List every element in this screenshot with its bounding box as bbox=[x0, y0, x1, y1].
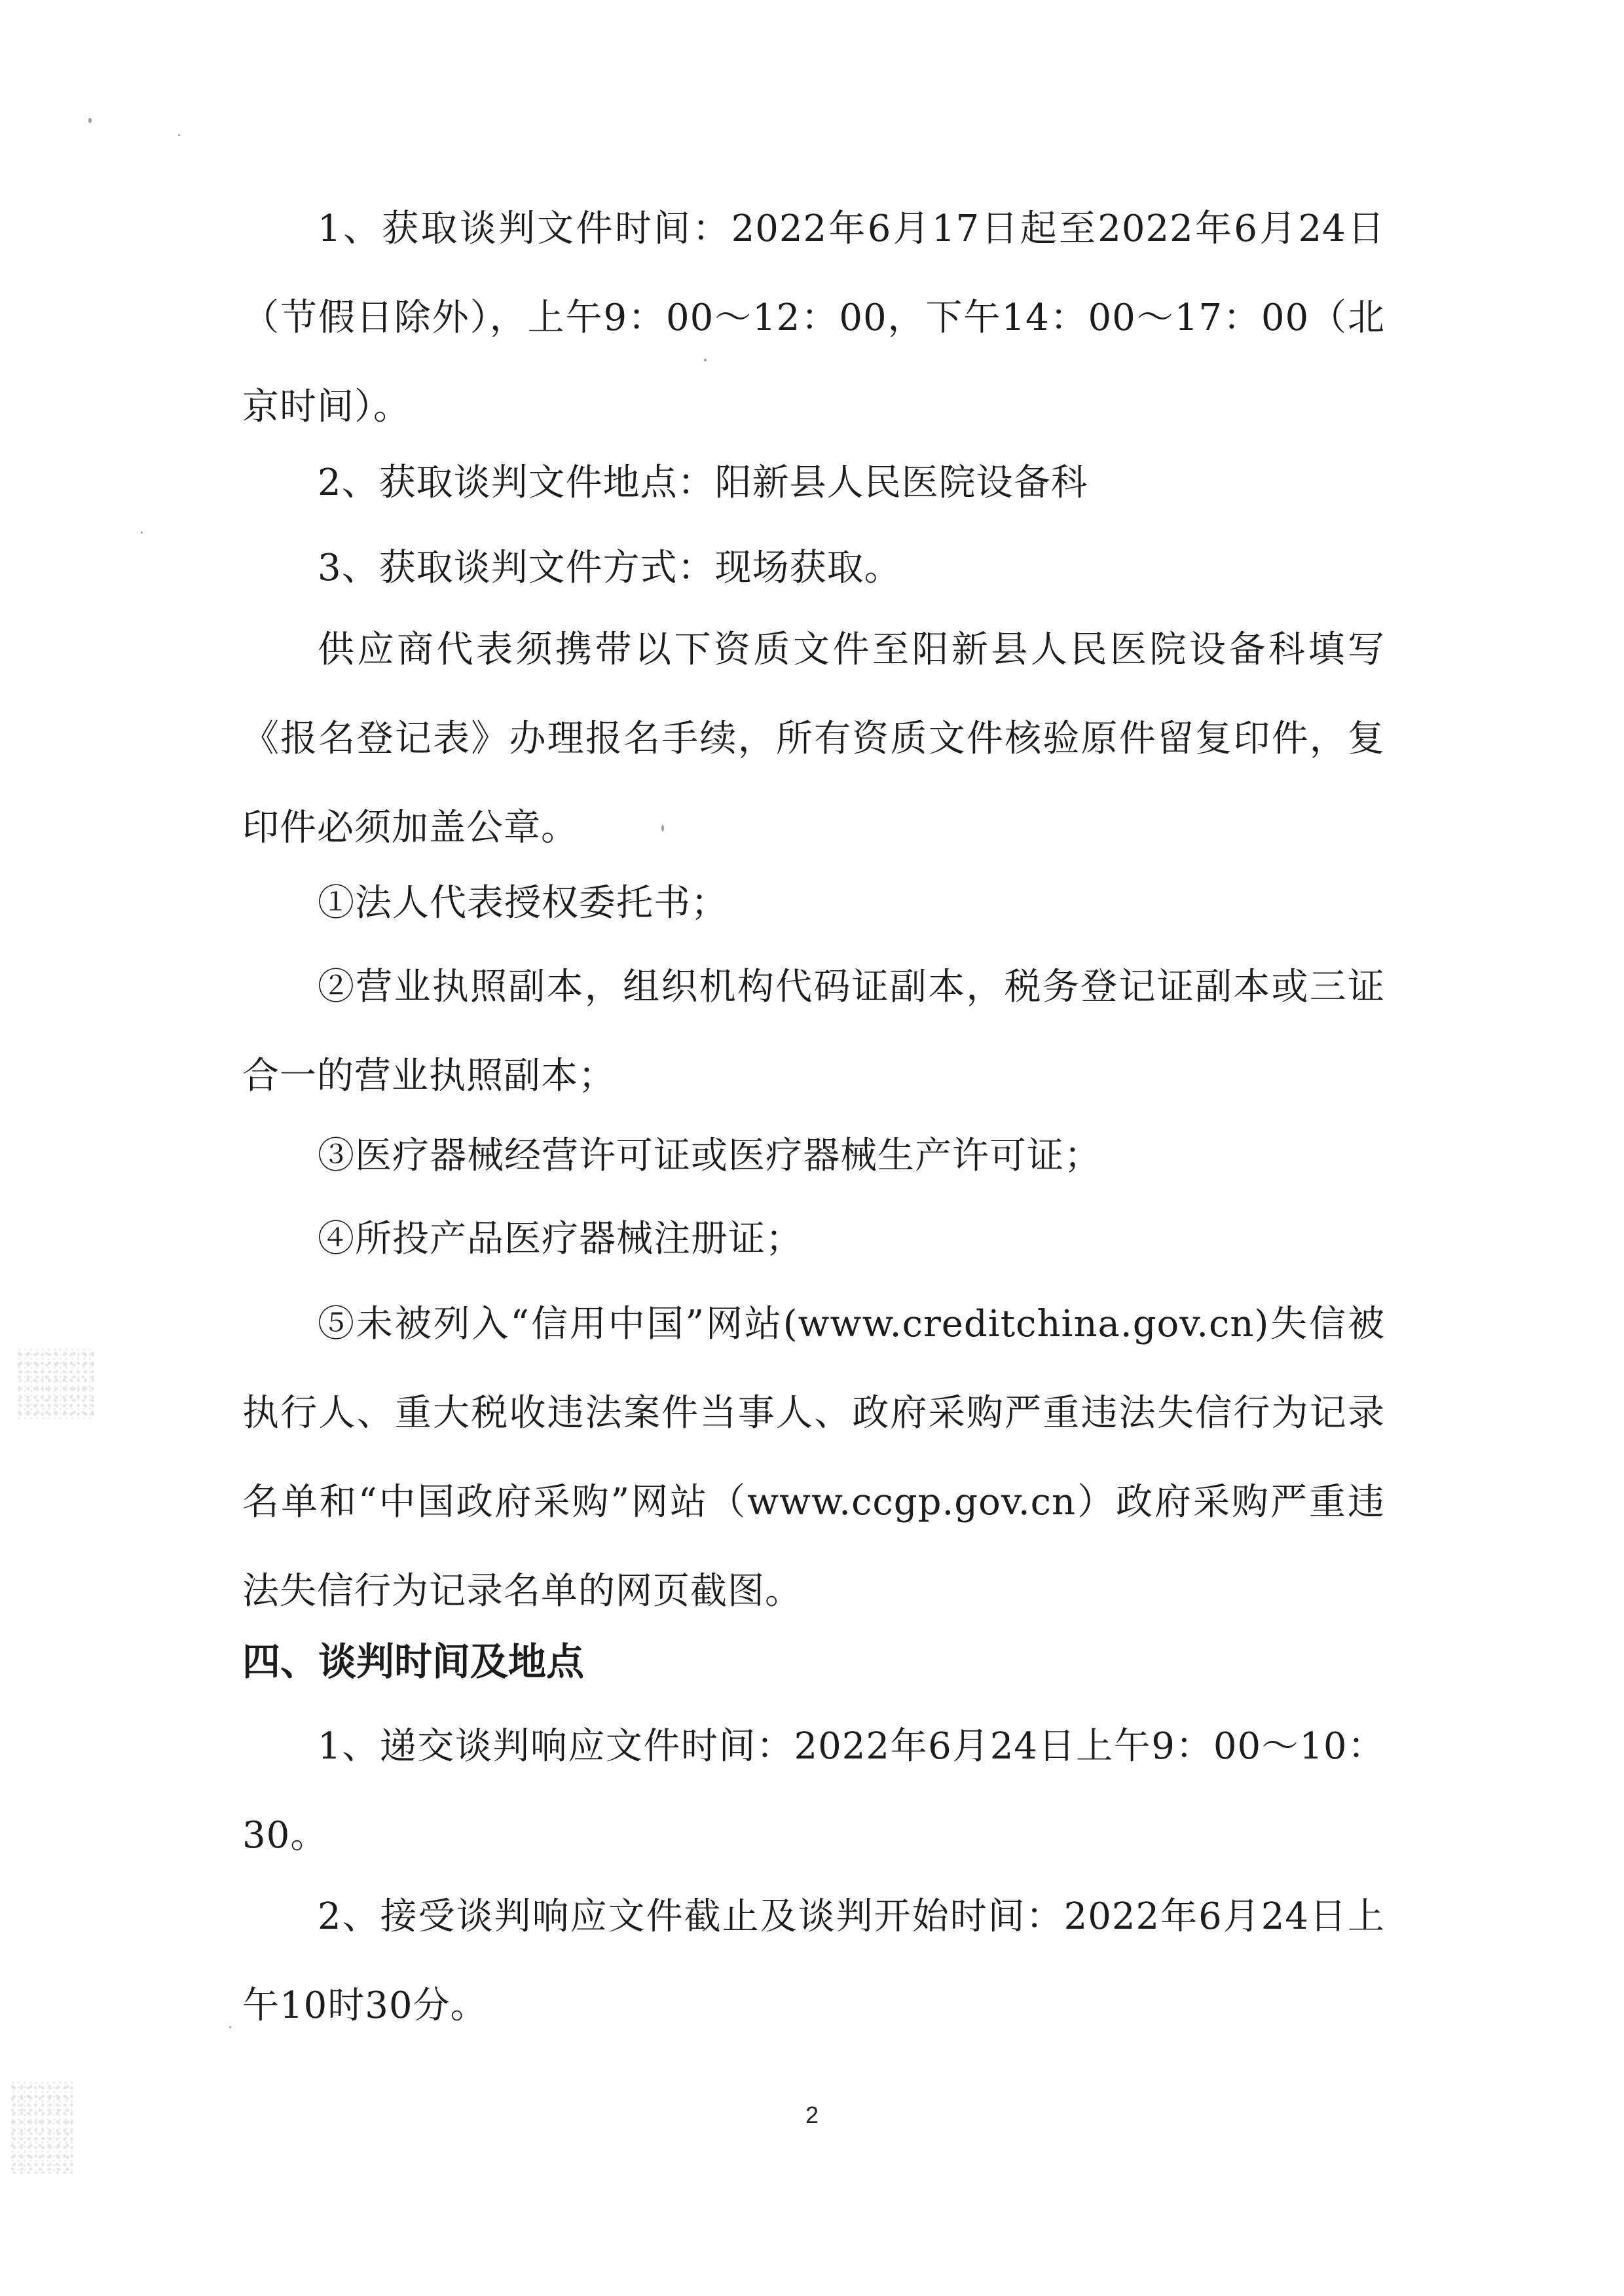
paragraph-document-location: 2、获取谈判文件地点：阳新县人民医院设备科 bbox=[318, 462, 1088, 504]
list-item-registration-certificate: ④所投产品医疗器械注册证； bbox=[318, 1218, 803, 1260]
paragraph-submission-time: 1、递交谈判响应文件时间：2022年6月24日上午9：00～10：30。 bbox=[242, 1725, 1385, 1857]
scan-speck bbox=[178, 134, 180, 136]
page-number: 2 bbox=[805, 2102, 819, 2128]
section-heading: 四、谈判时间及地点 bbox=[242, 1639, 585, 1684]
list-item-credit-screenshot: ⑤未被列入“信用中国”网站(www.creditchina.gov.cn)失信被执行人、重大税收违法案件当事人、政府采购严重违法失信行为记录名单和“中国政府采购”网站（www.ccgp.gov.cn）政府采购严重违法失信行为记录名单的网页截图。 bbox=[242, 1303, 1385, 1613]
paragraph-document-time: 1、获取谈判文件时间：2022年6月17日起至2022年6月24日（节假日除外），上午9：00～12：00，下午14：00～17：00（北京时间）。 bbox=[242, 208, 1385, 428]
list-item-business-license: ②营业执照副本，组织机构代码证副本，税务登记证副本或三证合一的营业执照副本； bbox=[242, 966, 1385, 1097]
scan-speck bbox=[88, 118, 92, 123]
scan-speck bbox=[229, 2026, 231, 2028]
list-item-medical-device-permit: ③医疗器械经营许可证或医疗器械生产许可证； bbox=[318, 1135, 1101, 1177]
list-item-authorization: ①法人代表授权委托书； bbox=[318, 882, 728, 924]
scan-noise bbox=[10, 2082, 75, 2174]
paragraph-supplier-requirements: 供应商代表须携带以下资质文件至阳新县人民医院设备科填写《报名登记表》办理报名手续，所有资质文件核验原件留复印件，复印件必须加盖公章。 bbox=[242, 629, 1385, 849]
paragraph-deadline-time: 2、接受谈判响应文件截止及谈判开始时间：2022年6月24日上午10时30分。 bbox=[242, 1895, 1385, 2027]
scan-speck bbox=[141, 532, 143, 534]
paragraph-document-method: 3、获取谈判文件方式：现场获取。 bbox=[318, 547, 902, 589]
scan-noise bbox=[16, 1349, 95, 1421]
